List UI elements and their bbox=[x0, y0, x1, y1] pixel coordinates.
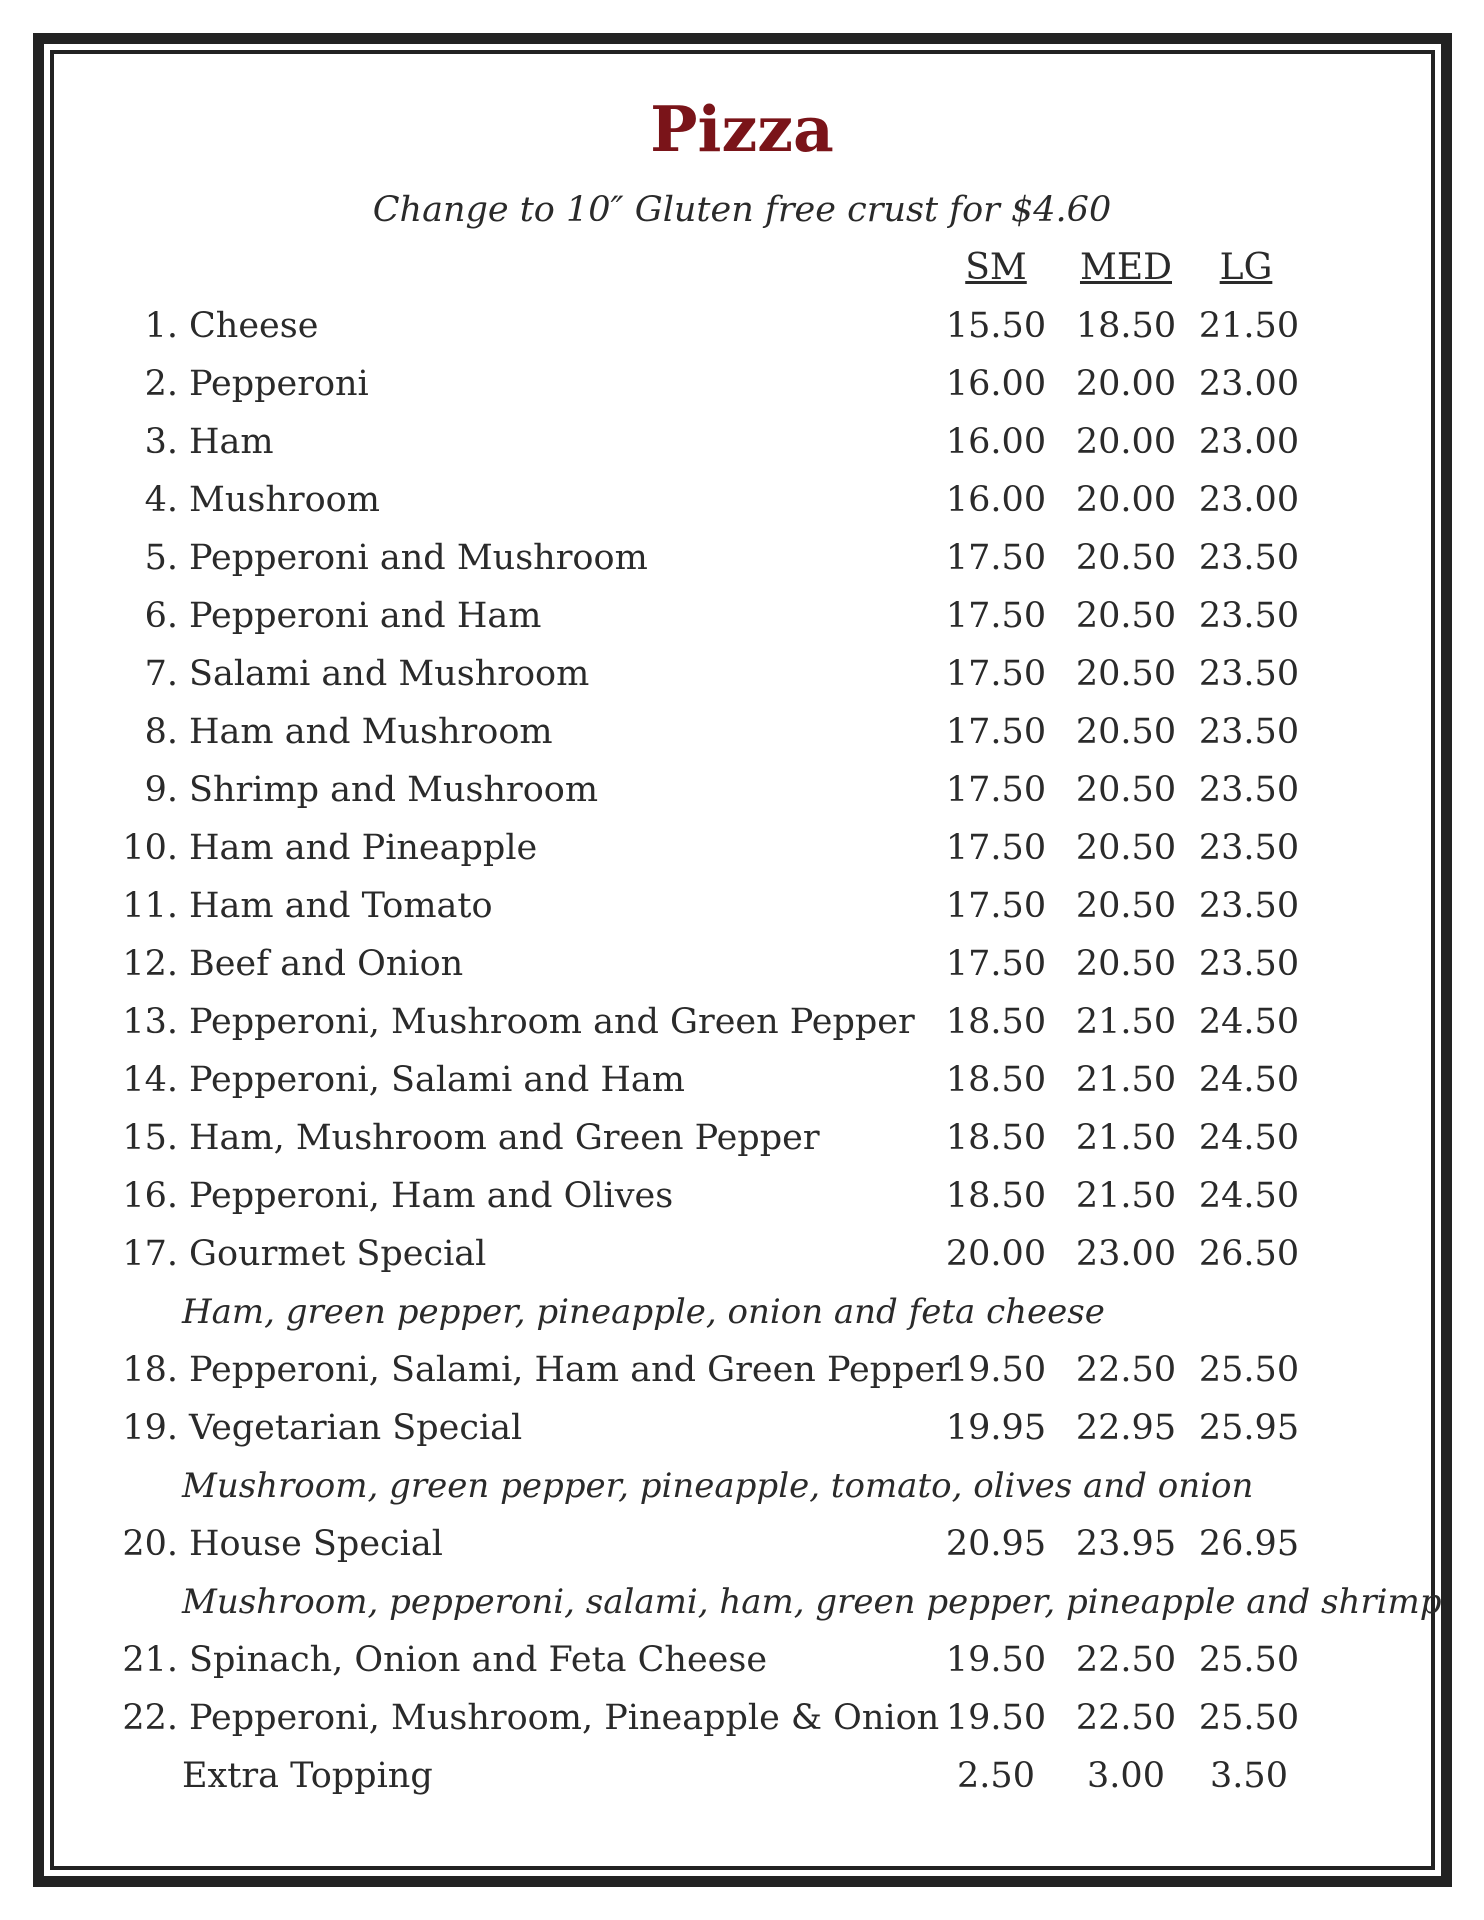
price-med: 20.50 bbox=[1075, 538, 1177, 578]
menu-item-row bbox=[0, 1176, 1484, 1224]
price-med: 20.50 bbox=[1075, 596, 1177, 636]
menu-item-row bbox=[0, 886, 1484, 934]
price-sm: 18.50 bbox=[945, 1176, 1047, 1216]
menu-item-number: 21. bbox=[122, 1640, 178, 1680]
price-med: 20.00 bbox=[1075, 422, 1177, 462]
price-lg: 25.50 bbox=[1198, 1640, 1300, 1680]
menu-item-row bbox=[0, 770, 1484, 818]
price-lg: 23.50 bbox=[1198, 770, 1300, 810]
price-med: 23.95 bbox=[1075, 1524, 1177, 1564]
price-lg: 3.50 bbox=[1210, 1756, 1288, 1796]
price-lg: 25.95 bbox=[1198, 1408, 1300, 1448]
price-med: 21.50 bbox=[1075, 1002, 1177, 1042]
price-sm: 16.00 bbox=[945, 480, 1047, 520]
menu-item-row bbox=[0, 1524, 1484, 1572]
price-sm: 17.50 bbox=[945, 828, 1047, 868]
price-lg: 24.50 bbox=[1198, 1002, 1300, 1042]
menu-item-number: 7. bbox=[144, 654, 178, 694]
price-med: 20.50 bbox=[1075, 944, 1177, 984]
menu-item-name: Salami and Mushroom bbox=[189, 654, 590, 694]
menu-item-name: Ham, Mushroom and Green Pepper bbox=[189, 1118, 820, 1158]
menu-item-name: Pepperoni bbox=[189, 364, 369, 404]
menu-item-name: Mushroom bbox=[189, 480, 380, 520]
menu-item-number: 22. bbox=[122, 1698, 178, 1738]
menu-item-row bbox=[0, 1408, 1484, 1456]
menu-item-number: 1. bbox=[144, 306, 178, 346]
price-med: 21.50 bbox=[1075, 1060, 1177, 1100]
menu-item-row bbox=[0, 1350, 1484, 1398]
menu-item-row bbox=[0, 538, 1484, 586]
menu-item-number: 13. bbox=[122, 1002, 178, 1042]
menu-item-number: 5. bbox=[144, 538, 178, 578]
menu-item-number: 8. bbox=[144, 712, 178, 752]
menu-title: Pizza bbox=[650, 92, 834, 166]
price-lg: 25.50 bbox=[1198, 1698, 1300, 1738]
price-lg: 23.00 bbox=[1198, 422, 1300, 462]
menu-item-number: 18. bbox=[122, 1350, 178, 1390]
menu-item-row bbox=[0, 364, 1484, 412]
menu-item-row bbox=[0, 654, 1484, 702]
price-med: 20.50 bbox=[1075, 654, 1177, 694]
menu-item-row bbox=[0, 596, 1484, 644]
menu-item-number: 12. bbox=[122, 944, 178, 984]
price-med: 21.50 bbox=[1075, 1176, 1177, 1216]
price-med: 3.00 bbox=[1087, 1756, 1165, 1796]
menu-item-number: 16. bbox=[122, 1176, 178, 1216]
price-sm: 18.50 bbox=[945, 1060, 1047, 1100]
price-med: 23.00 bbox=[1075, 1234, 1177, 1274]
extra-topping-name: Extra Topping bbox=[182, 1756, 433, 1796]
price-med: 21.50 bbox=[1075, 1118, 1177, 1158]
price-sm: 2.50 bbox=[957, 1756, 1035, 1796]
price-sm: 20.95 bbox=[945, 1524, 1047, 1564]
price-sm: 19.50 bbox=[945, 1698, 1047, 1738]
menu-item-description: Mushroom, green pepper, pineapple, tomato, olives and onion bbox=[182, 1466, 1254, 1506]
price-lg: 26.50 bbox=[1198, 1234, 1300, 1274]
menu-item-number: 2. bbox=[144, 364, 178, 404]
price-med: 20.50 bbox=[1075, 712, 1177, 752]
price-lg: 21.50 bbox=[1198, 306, 1300, 346]
menu-item-name: Pepperoni, Salami, Ham and Green Pepper bbox=[189, 1350, 952, 1390]
price-sm: 19.50 bbox=[945, 1640, 1047, 1680]
price-med: 20.00 bbox=[1075, 480, 1177, 520]
price-sm: 19.95 bbox=[945, 1408, 1047, 1448]
price-lg: 23.50 bbox=[1198, 596, 1300, 636]
column-header-lg: LG bbox=[1219, 247, 1273, 288]
menu-item-name: Ham bbox=[189, 422, 274, 462]
menu-item-row bbox=[0, 422, 1484, 470]
menu-item-description: Mushroom, pepperoni, salami, ham, green pepper, pineapple and shrimp bbox=[182, 1582, 1442, 1622]
price-lg: 23.50 bbox=[1198, 886, 1300, 926]
menu-item-name: Ham and Pineapple bbox=[189, 828, 538, 868]
price-lg: 24.50 bbox=[1198, 1176, 1300, 1216]
menu-item-name: Pepperoni, Mushroom, Pineapple & Onion bbox=[189, 1698, 940, 1738]
price-lg: 24.50 bbox=[1198, 1118, 1300, 1158]
price-sm: 17.50 bbox=[945, 944, 1047, 984]
price-lg: 24.50 bbox=[1198, 1060, 1300, 1100]
menu-item-number: 4. bbox=[144, 480, 178, 520]
menu-item-row bbox=[0, 1640, 1484, 1688]
menu-item-number: 9. bbox=[144, 770, 178, 810]
price-lg: 23.50 bbox=[1198, 944, 1300, 984]
price-med: 22.50 bbox=[1075, 1350, 1177, 1390]
price-med: 20.50 bbox=[1075, 886, 1177, 926]
menu-item-row bbox=[0, 1698, 1484, 1746]
menu-item-name: Pepperoni and Ham bbox=[189, 596, 542, 636]
price-lg: 26.95 bbox=[1198, 1524, 1300, 1564]
menu-item-name: Pepperoni, Ham and Olives bbox=[189, 1176, 674, 1216]
menu-item-name: House Special bbox=[189, 1524, 443, 1564]
menu-item-row bbox=[0, 1118, 1484, 1166]
price-sm: 17.50 bbox=[945, 596, 1047, 636]
menu-item-number: 19. bbox=[122, 1408, 178, 1448]
extra-topping-row bbox=[0, 1756, 1484, 1804]
price-med: 22.50 bbox=[1075, 1698, 1177, 1738]
price-med: 20.50 bbox=[1075, 770, 1177, 810]
menu-item-row bbox=[0, 480, 1484, 528]
price-sm: 20.00 bbox=[945, 1234, 1047, 1274]
menu-item-row bbox=[0, 712, 1484, 760]
menu-item-row bbox=[0, 944, 1484, 992]
price-lg: 23.50 bbox=[1198, 538, 1300, 578]
price-sm: 17.50 bbox=[945, 712, 1047, 752]
menu-subtitle: Change to 10″ Gluten free crust for $4.60 bbox=[372, 190, 1112, 230]
price-sm: 17.50 bbox=[945, 654, 1047, 694]
menu-item-name: Ham and Tomato bbox=[189, 886, 493, 926]
menu-item-name: Pepperoni, Mushroom and Green Pepper bbox=[189, 1002, 915, 1042]
menu-item-number: 10. bbox=[122, 828, 178, 868]
column-header-med: MED bbox=[1079, 247, 1172, 288]
price-sm: 17.50 bbox=[945, 538, 1047, 578]
price-sm: 15.50 bbox=[945, 306, 1047, 346]
price-sm: 18.50 bbox=[945, 1002, 1047, 1042]
menu-item-name: Gourmet Special bbox=[189, 1234, 487, 1274]
price-sm: 18.50 bbox=[945, 1118, 1047, 1158]
menu-item-number: 3. bbox=[144, 422, 178, 462]
menu-item-name: Vegetarian Special bbox=[189, 1408, 523, 1448]
price-med: 20.50 bbox=[1075, 828, 1177, 868]
menu-item-description: Ham, green pepper, pineapple, onion and feta cheese bbox=[182, 1292, 1105, 1332]
menu-item-name: Spinach, Onion and Feta Cheese bbox=[189, 1640, 768, 1680]
menu-item-number: 15. bbox=[122, 1118, 178, 1158]
column-header-sm: SM bbox=[965, 247, 1027, 288]
price-sm: 16.00 bbox=[945, 422, 1047, 462]
menu-item-number: 11. bbox=[122, 886, 178, 926]
menu-item-name: Cheese bbox=[189, 306, 319, 346]
price-med: 18.50 bbox=[1075, 306, 1177, 346]
price-lg: 23.00 bbox=[1198, 480, 1300, 520]
menu-item-name: Pepperoni, Salami and Ham bbox=[189, 1060, 685, 1100]
menu-item-row bbox=[0, 1234, 1484, 1282]
price-med: 22.50 bbox=[1075, 1640, 1177, 1680]
menu-item-name: Shrimp and Mushroom bbox=[189, 770, 599, 810]
price-sm: 17.50 bbox=[945, 886, 1047, 926]
menu-item-number: 14. bbox=[122, 1060, 178, 1100]
price-sm: 17.50 bbox=[945, 770, 1047, 810]
price-lg: 23.50 bbox=[1198, 828, 1300, 868]
menu-item-name: Beef and Onion bbox=[189, 944, 464, 984]
menu-item-name: Ham and Mushroom bbox=[189, 712, 553, 752]
price-lg: 23.50 bbox=[1198, 712, 1300, 752]
menu-item-number: 6. bbox=[144, 596, 178, 636]
price-lg: 23.50 bbox=[1198, 654, 1300, 694]
price-med: 22.95 bbox=[1075, 1408, 1177, 1448]
menu-item-row bbox=[0, 1002, 1484, 1050]
price-sm: 19.50 bbox=[945, 1350, 1047, 1390]
menu-item-row bbox=[0, 1060, 1484, 1108]
menu-item-name: Pepperoni and Mushroom bbox=[189, 538, 648, 578]
price-lg: 25.50 bbox=[1198, 1350, 1300, 1390]
menu-item-number: 17. bbox=[122, 1234, 178, 1274]
price-sm: 16.00 bbox=[945, 364, 1047, 404]
menu-item-row bbox=[0, 828, 1484, 876]
price-med: 20.00 bbox=[1075, 364, 1177, 404]
menu-item-number: 20. bbox=[122, 1524, 178, 1564]
menu-item-row bbox=[0, 306, 1484, 354]
price-lg: 23.00 bbox=[1198, 364, 1300, 404]
